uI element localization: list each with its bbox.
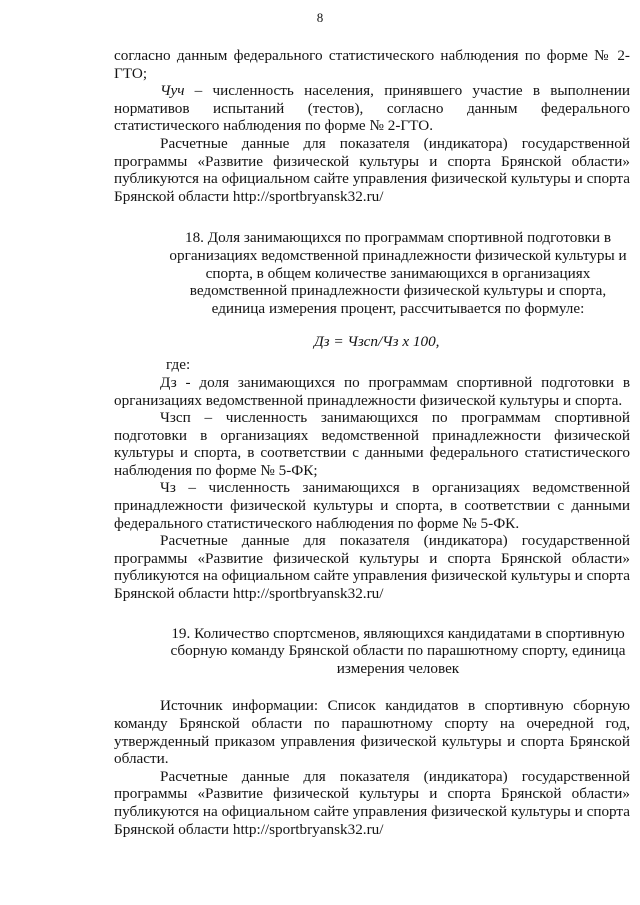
section-19-heading: 19. Количество спортсменов, являющихся кандидатами в спортивную сборную команду Брянской области по парашютному спорту, единица измерения человек bbox=[170, 624, 626, 677]
definition-chuch: – численность населения, принявшего участие в выполнении нормативов испытаний (тестов), согласно данным федерального статистического наблюдения по форме № 2-ГТО. bbox=[114, 82, 630, 135]
paragraph-information-source: Источник информации: Список кандидатов в спортивную сборную команду Брянской области по парашютному спорту на очередной год, утвержденный приказом управления физической культуры и спорта Брянской области. bbox=[114, 697, 630, 768]
paragraph-publication-3: Расчетные данные для показателя (индикатора) государственной программы «Развитие физической культуры и спорта Брянской области» публикуются на официальном сайте управления физической культуры и спорта Брянской области http://sportbryansk32.ru/ bbox=[114, 767, 630, 838]
paragraph-publication-1: Расчетные данные для показателя (индикатора) государственной программы «Развитие физической культуры и спорта Брянской области» публикуются на официальном сайте управления физической культуры и спорта Брянской области http://sportbryansk32.ru/ bbox=[114, 134, 630, 205]
formula-dz: Дз = Чзсп/Чз х 100, bbox=[314, 333, 440, 351]
paragraph-gto-source: согласно данным федерального статистического наблюдения по форме № 2-ГТО; bbox=[114, 47, 630, 82]
paragraph-chuch-definition bbox=[114, 82, 630, 135]
paragraph-publication-2: Расчетные данные для показателя (индикатора) государственной программы «Развитие физической культуры и спорта Брянской области» публикуются на официальном сайте управления физической культуры и спорта Брянской области http://sportbryansk32.ru/ bbox=[114, 532, 630, 603]
page-content bbox=[114, 47, 630, 838]
term-chuch: Чуч bbox=[160, 82, 185, 100]
definition-chz: Чз – численность занимающихся в организациях ведомственной принадлежности физической культуры и спорта, в соответствии с данными федерального статистического наблюдения по форме № 5-ФК. bbox=[114, 479, 630, 532]
definition-dz: Дз - доля занимающихся по программам спортивной подготовки в организациях ведомственной принадлежности физической культуры и спорта. bbox=[114, 373, 630, 409]
where-label: где: bbox=[166, 356, 191, 374]
section-18-heading: 18. Доля занимающихся по программам спортивной подготовки в организациях ведомственной принадлежности физической культуры и спорта, в общем количестве занимающихся в организациях ведомственной принадлежности физической культуры и спорта, единица измерения процент, рассчитывается по формуле: bbox=[169, 229, 627, 317]
definition-chzsp: Чзсп – численность занимающихся по программам спортивной подготовки в организациях ведомственной принадлежности физической культуры и спорта, в соответствии с данными федерального статистического наблюдения по форме № 5-ФК; bbox=[114, 409, 630, 479]
page-number: 8 bbox=[316, 10, 324, 25]
